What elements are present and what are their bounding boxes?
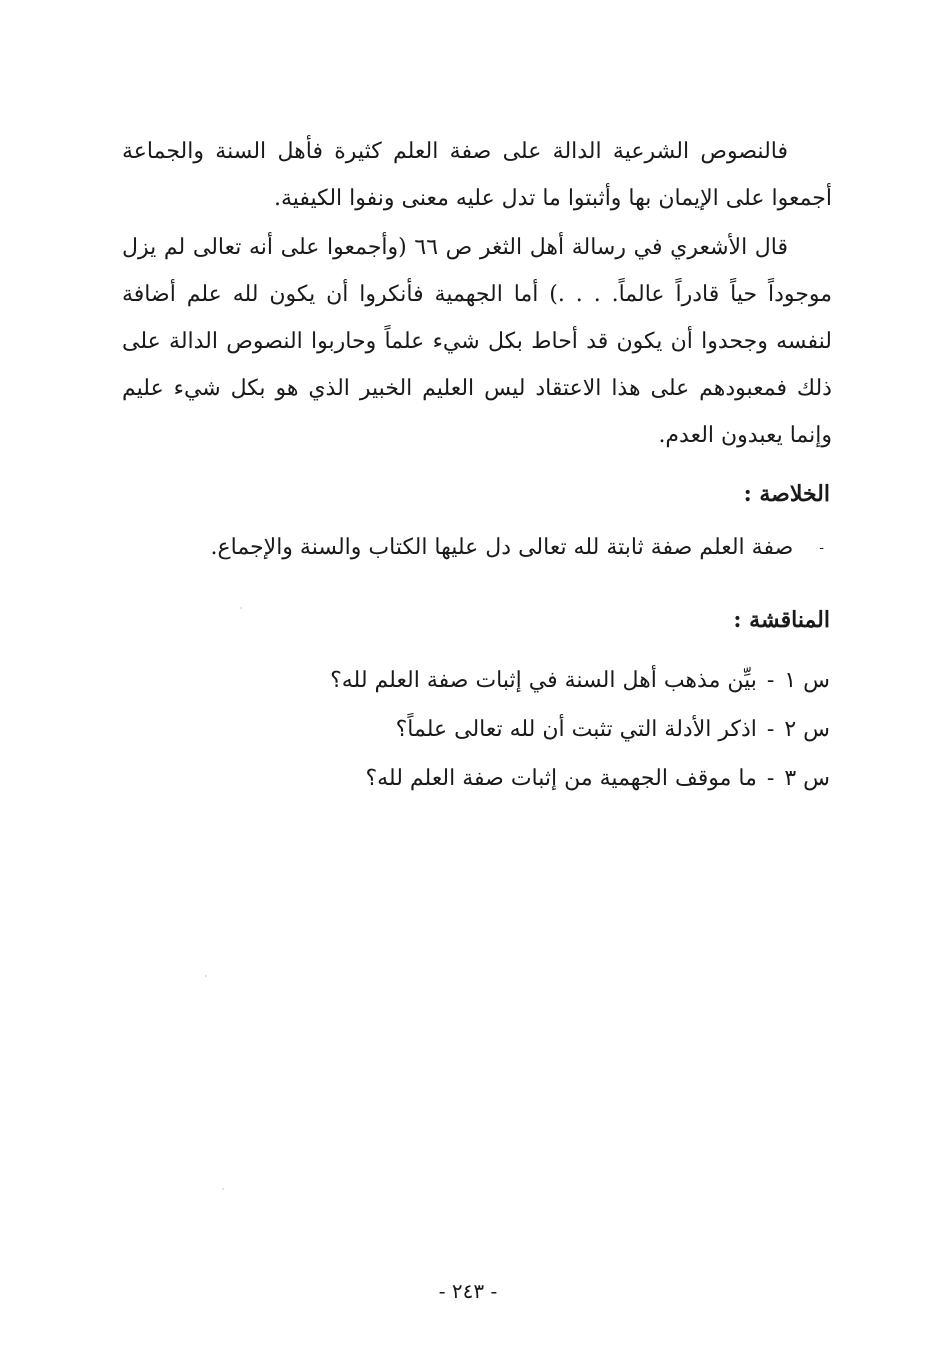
scan-speck — [205, 975, 207, 977]
paragraph-2-line-2: يزل موجوداً حياً قادراً عالماً. . . .) أما الجهمية فأنكروا أن يكون لله علم — [122, 235, 833, 307]
paragraph-2-line-3: أضافة لنفسه وجحدوا أن يكون قد أحاط بكل شيء علماً وحاربوا النصوص — [122, 282, 833, 354]
scan-speck — [240, 607, 242, 609]
paragraph-2-line-4: الدالة على ذلك فمعبودهم على هذا الاعتقاد ليس العليم الخبير الذي هو بكل — [122, 329, 832, 401]
question-2 — [330, 705, 830, 754]
question-2-text: اذكر الأدلة التي تثبت أن لله تعالى علماً؟ — [395, 717, 757, 742]
question-3-text: ما موقف الجهمية من إثبات صفة العلم لله؟ — [365, 766, 757, 791]
paragraph-2-line-1: قال الأشعري في رسالة أهل الثغر ص ٦٦ (وأجمعوا على أنه تعالى لم — [163, 235, 789, 260]
question-1-number: س ١ — [784, 668, 830, 693]
question-1-dash: - — [766, 668, 775, 693]
question-2-dash: - — [766, 717, 775, 742]
discussion-heading: المناقشة : — [733, 607, 830, 633]
summary-bullet: - — [819, 540, 824, 556]
question-1 — [330, 656, 830, 705]
question-2-number: س ٢ — [784, 717, 830, 742]
question-3 — [330, 754, 830, 803]
question-1-text: بيِّن مذهب أهل السنة في إثبات صفة العلم لله؟ — [330, 668, 757, 693]
paragraph-1-line-2: أجمعوا على الإيمان بها وأثبتوا ما تدل عليه معنى ونفوا الكيفية. — [273, 186, 832, 211]
summary-text: صفة العلم صفة ثابتة لله تعالى دل عليها الكتاب والسنة والإجماع. — [210, 535, 794, 560]
summary-heading: الخلاصة : — [743, 481, 830, 507]
scan-speck — [222, 1188, 224, 1190]
question-3-dash: - — [766, 766, 775, 791]
page-number: - ٢٤٣ - — [438, 1279, 498, 1303]
paragraph-2-line-5: شيء عليم وإنما يعبدون العدم. — [122, 376, 832, 448]
paragraph-2 — [122, 224, 832, 459]
paragraph-1 — [122, 128, 832, 222]
summary-item — [122, 528, 832, 568]
question-3-number: س ٣ — [784, 766, 830, 791]
paragraph-1-line-1: فالنصوص الشرعية الدالة على صفة العلم كثيرة فأهل السنة والجماعة — [122, 139, 788, 164]
question-list — [330, 656, 830, 803]
